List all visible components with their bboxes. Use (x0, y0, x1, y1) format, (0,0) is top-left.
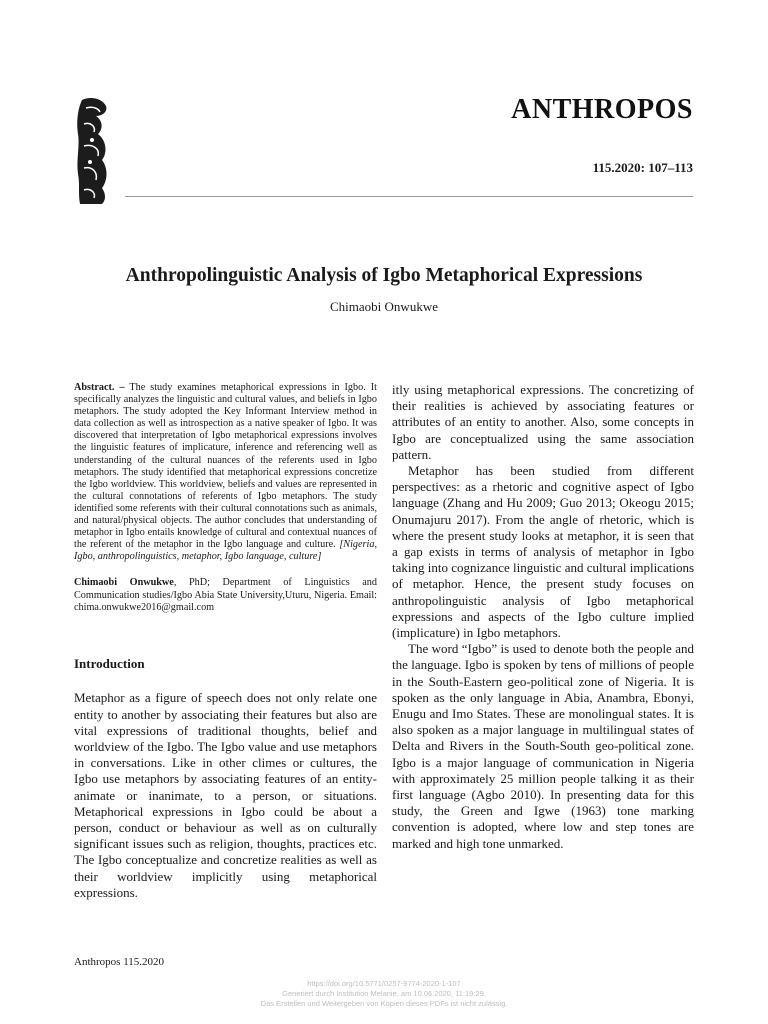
introduction-paragraph: Metaphor as a figure of speech does not only relate one entity to another by associating their features but also are vital expressions of traditional thoughts, belief and worldview of the Igbo. The Igbo value and use metaphors in conversations. Like in other climes or cultures, the Igbo use metaphors by associating features of an entity-animate or inanimate, to a person, or situations. Metaphorical expressions in Igbo could be about a person, conduct or behaviour as well as on culturally significant issues such as religion, thoughts, practices etc. The Igbo conceptualize and concretize realities as well as their worldview implicitly using metaphorical expressions. (74, 690, 377, 900)
body-paragraph-3: The word “Igbo” is used to denote both the people and the language. Igbo is spoken by tens of millions of people in the South-Eastern geo-political zone of Nigeria. It is spoken as the only language in Abia, Anambra, Ebonyi, Enugu and Imo States. These are monolingual states. It is also spoken as a major language in multilingual states of Delta and Rivers in the South-South geo-political zone. Igbo is a major language of communication in Nigeria with approximately 25 million people talking it as their first language (Agbo 2010). In presenting data for this study, the Green and Igwe (1963) tone marking convention is adopted, where low and step tones are marked and high tone unmarked. (392, 641, 694, 851)
anthropos-logo-icon (72, 94, 114, 206)
header-divider (125, 196, 693, 197)
issue-citation: 115.2020: 107–113 (592, 160, 693, 175)
article-title: Anthropolinguistic Analysis of Igbo Metaphorical Expressions (125, 265, 643, 286)
affiliation-text: , PhD; Department of Linguistics and Communication studies/Igbo Abia State University,Uturu, Nigeria. Email: chima.onwukwe2016@gmail.com (74, 577, 377, 613)
footer-journal-volume: Anthropos 115.2020 (74, 956, 165, 968)
abstract-keywords: [Nigeria, Igbo, anthropolinguistics, metaphor, Igbo language, culture] (74, 539, 377, 563)
author-affiliation (74, 577, 377, 614)
body-paragraph-1: itly using metaphorical expressions. The concretizing of their realities is achieved by associating features or attributes of an entity to another. Also, some concepts in Igbo are conceptualized using the same association pattern. (392, 382, 694, 462)
stamp-generated: Generiert durch Institution Melanie, am 10.06.2020, 11:19:29. (282, 989, 486, 998)
section-heading-introduction: Introduction (74, 656, 145, 672)
journal-name: ANTHROPOS (511, 94, 693, 125)
stamp-doi: https://doi.org/10.5771/0257-9774-2020-1-107 (307, 979, 461, 988)
abstract-text: The study examines metaphorical expressions in Igbo. It specifically analyzes the linguistic and cultural values, and beliefs in Igbo metaphors. The study adopted the Key Informant Interview method in data collection as well as introspection as a native speaker of Igbo. It was discovered that interpretation of Igbo metaphorical expressions involves the linguistic features of implicature, inference and referencing well as understanding of the cultural nuances of the referents used in Igbo metaphors. The study identified that metaphorical expressions concretize the Igbo worldview. This worldview, beliefs and values are represented in the cultural connotations of referents of Igbo metaphors. The study identified some referents with their cultural connotations such as animals, and natural/physical objects. The author concludes that understanding of metaphor in Igbo entails knowledge of cultural and contextual nuances of the referent of the metaphor in the Igbo language and culture. (74, 382, 377, 551)
article-author: Chimaobi Onwukwe (330, 299, 438, 314)
right-column (392, 382, 694, 852)
download-stamp (0, 979, 768, 1009)
stamp-notice: Das Erstellen und Weitergeben von Kopien dieses PDFs ist nicht zulässig. (260, 999, 508, 1008)
abstract (74, 382, 377, 563)
affiliation-name: Chimaobi Onwukwe (74, 577, 174, 589)
body-paragraph-2: Metaphor has been studied from different perspectives: as a rhetoric and cognitive aspect of Igbo language (Zhang and Hu 2009; Guo 2013; Okeogu 2015; Onumajuru 2017). From the angle of rhetoric, which is where the present study looks at metaphor, it is seen that a gap exists in terms of analysis of metaphor in Igbo taking into cognizance linguistic and cultural implications of metaphor. Hence, the present study focuses on anthropolinguistic analysis of Igbo metaphorical expressions and aspects of the Igbo culture implied (implicature) in Igbo metaphors. (392, 463, 694, 641)
abstract-label: Abstract. – (74, 382, 125, 393)
left-column (74, 382, 377, 901)
